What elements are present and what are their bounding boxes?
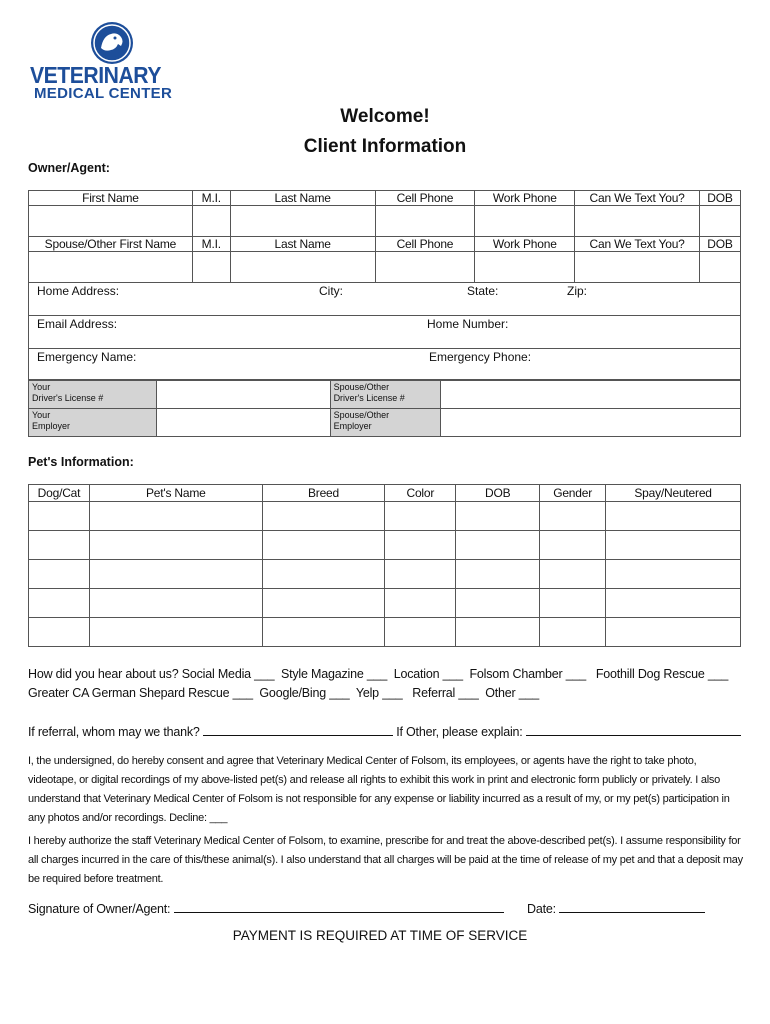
pet-cell[interactable]	[456, 502, 540, 531]
header-spouse-work-phone: Work Phone	[475, 237, 575, 252]
header-cell-phone: Cell Phone	[375, 191, 475, 206]
spouse-last-name-field[interactable]	[230, 252, 375, 283]
pet-cell[interactable]	[29, 618, 90, 647]
spouse-mi-field[interactable]	[192, 252, 230, 283]
header-spay-neutered: Spay/Neutered	[606, 485, 741, 502]
spouse-header-row	[29, 237, 741, 252]
pet-cell[interactable]	[385, 502, 456, 531]
owner-header-row	[29, 191, 741, 206]
dob-field[interactable]	[700, 206, 741, 237]
pet-cell[interactable]	[606, 618, 741, 647]
pet-cell[interactable]	[29, 531, 90, 560]
your-license-label-line2: Driver's License #	[32, 393, 104, 403]
pet-cell[interactable]	[456, 560, 540, 589]
header-spouse-mi: M.I.	[192, 237, 230, 252]
first-name-field[interactable]	[29, 206, 193, 237]
pet-row	[29, 531, 741, 560]
pet-cell[interactable]	[385, 560, 456, 589]
pet-cell[interactable]	[456, 618, 540, 647]
your-employer-field[interactable]	[156, 409, 330, 437]
pet-cell[interactable]	[262, 560, 385, 589]
spouse-license-field[interactable]	[441, 381, 741, 409]
referral-question-line2: Greater CA German Shepard Rescue ___ Google/Bing ___ Yelp ___ Referral ___ Other ___	[28, 686, 540, 700]
pet-cell[interactable]	[385, 589, 456, 618]
header-spouse-dob: DOB	[700, 237, 741, 252]
email-row[interactable]	[29, 316, 740, 349]
spouse-work-phone-field[interactable]	[475, 252, 575, 283]
pet-row	[29, 618, 741, 647]
address-row[interactable]	[29, 283, 740, 316]
pet-cell[interactable]	[262, 531, 385, 560]
mi-field[interactable]	[192, 206, 230, 237]
work-phone-field[interactable]	[475, 206, 575, 237]
pet-cell[interactable]	[89, 618, 262, 647]
referral-thank-row	[28, 724, 741, 739]
pet-cell[interactable]	[540, 618, 606, 647]
pet-section-label: Pet's Information:	[28, 455, 134, 469]
dog-cat-logo-icon	[91, 22, 133, 64]
pet-cell[interactable]	[29, 560, 90, 589]
can-we-text-field[interactable]	[575, 206, 700, 237]
spouse-employer-label-line1: Spouse/Other	[333, 410, 390, 420]
pet-cell[interactable]	[456, 589, 540, 618]
owner-input-row	[29, 206, 741, 237]
your-employer-label-line1: Your	[32, 410, 51, 420]
header-first-name: First Name	[29, 191, 193, 206]
spouse-dob-field[interactable]	[700, 252, 741, 283]
header-spouse-last-name: Last Name	[230, 237, 375, 252]
signature-input[interactable]	[174, 901, 504, 913]
last-name-field[interactable]	[230, 206, 375, 237]
other-explain-label: If Other, please explain:	[396, 725, 523, 739]
your-license-label-line1: Your	[32, 382, 51, 392]
date-label: Date:	[527, 902, 556, 916]
spouse-can-we-text-field[interactable]	[575, 252, 700, 283]
header-pet-name: Pet's Name	[89, 485, 262, 502]
pet-cell[interactable]	[89, 502, 262, 531]
pet-cell[interactable]	[456, 531, 540, 560]
spouse-input-row	[29, 252, 741, 283]
home-number-label: Home Number:	[427, 317, 509, 331]
header-color: Color	[385, 485, 456, 502]
state-label: State:	[467, 284, 499, 298]
emergency-name-label: Emergency Name:	[37, 350, 137, 364]
pet-cell[interactable]	[606, 502, 741, 531]
your-employer-label-line2: Employer	[32, 421, 71, 431]
date-input[interactable]	[559, 901, 705, 913]
owner-table	[28, 190, 741, 283]
pet-cell[interactable]	[29, 502, 90, 531]
other-explain-input[interactable]	[526, 724, 741, 736]
header-gender: Gender	[540, 485, 606, 502]
header-work-phone: Work Phone	[475, 191, 575, 206]
consent-paragraph-photos: I, the undersigned, do hereby consent and agree that Veterinary Medical Center of Folsom, its employees, or agents have the right to take photo, videotape, or digital recordings of my above-listed pet(s) and release all rights to exhibit this work in print and electronic form publicly or privately. I also understand that Veterinary Medical Center of Folsom is not responsible for any expense or liability incurred as a result of my, or my pet(s) participation in any photos and/or recordings. Decline: ___	[28, 755, 730, 824]
signature-row	[28, 901, 504, 916]
date-row	[527, 901, 705, 916]
pet-cell[interactable]	[540, 589, 606, 618]
spouse-cell-phone-field[interactable]	[375, 252, 475, 283]
header-spouse-cell-phone: Cell Phone	[375, 237, 475, 252]
your-license-label	[29, 381, 157, 409]
zip-label: Zip:	[567, 284, 588, 298]
pet-row	[29, 560, 741, 589]
home-address-label: Home Address:	[37, 284, 120, 298]
pet-cell[interactable]	[606, 531, 741, 560]
page-title-client-information: Client Information	[303, 136, 467, 157]
payment-notice: PAYMENT IS REQUIRED AT TIME OF SERVICE	[232, 928, 528, 943]
page-title-welcome: Welcome!	[340, 106, 430, 127]
spouse-employer-label	[330, 409, 441, 437]
header-mi: M.I.	[192, 191, 230, 206]
header-spouse-first-name: Spouse/Other First Name	[29, 237, 193, 252]
pet-table	[28, 484, 741, 647]
header-last-name: Last Name	[230, 191, 375, 206]
emergency-phone-label: Emergency Phone:	[429, 350, 532, 364]
pet-cell[interactable]	[540, 531, 606, 560]
referral-question-line1: How did you hear about us? Social Media ___ Style Magazine ___ Location ___ Folsom Chamber ___ Foothill Dog Rescue ___	[28, 667, 729, 681]
pet-cell[interactable]	[89, 589, 262, 618]
consent-paragraph-treatment: I hereby authorize the staff Veterinary Medical Center of Folsom, to examine, prescribe for and treat the above-described pet(s). I assume responsibility for all charges incurred in the care of this/these animal(s). I also understand that all charges will be paid at the time of release of my pet and that a deposit may be required before treatment.	[28, 835, 743, 885]
your-employer-label	[29, 409, 157, 437]
header-can-we-text: Can We Text You?	[575, 191, 700, 206]
pet-cell[interactable]	[385, 618, 456, 647]
pet-cell[interactable]	[540, 502, 606, 531]
pet-cell[interactable]	[262, 618, 385, 647]
logo-text-medical-center: MEDICAL CENTER	[34, 85, 173, 102]
pet-row	[29, 502, 741, 531]
spouse-first-name-field[interactable]	[29, 252, 193, 283]
header-pet-dob: DOB	[456, 485, 540, 502]
logo-text-veterinary: VETERINARY	[30, 62, 161, 88]
license-employer-table	[28, 380, 741, 437]
pet-cell[interactable]	[89, 531, 262, 560]
your-license-field[interactable]	[156, 381, 330, 409]
header-dog-cat: Dog/Cat	[29, 485, 90, 502]
spouse-license-label	[330, 381, 441, 409]
pet-cell[interactable]	[606, 589, 741, 618]
pet-cell[interactable]	[89, 560, 262, 589]
referral-thank-label: If referral, whom may we thank?	[28, 725, 200, 739]
pet-cell[interactable]	[606, 560, 741, 589]
owner-section-label: Owner/Agent:	[28, 161, 110, 175]
spouse-license-label-line1: Spouse/Other	[333, 382, 390, 392]
header-breed: Breed	[262, 485, 385, 502]
header-dob: DOB	[700, 191, 741, 206]
pet-cell[interactable]	[385, 531, 456, 560]
header-spouse-can-we-text: Can We Text You?	[575, 237, 700, 252]
pet-cell[interactable]	[540, 560, 606, 589]
contact-info-box	[28, 282, 741, 380]
pet-row	[29, 589, 741, 618]
email-address-label: Email Address:	[37, 317, 118, 331]
pet-cell[interactable]	[262, 502, 385, 531]
spouse-employer-label-line2: Employer	[333, 421, 372, 431]
signature-label: Signature of Owner/Agent:	[28, 902, 171, 916]
logo-emblem	[91, 22, 133, 64]
pet-cell[interactable]	[262, 589, 385, 618]
referral-thank-input[interactable]	[203, 724, 393, 736]
spouse-license-label-line2: Driver's License #	[333, 393, 405, 403]
spouse-employer-field[interactable]	[441, 409, 741, 437]
city-label: City:	[319, 284, 343, 298]
emergency-row[interactable]	[29, 349, 740, 381]
cell-phone-field[interactable]	[375, 206, 475, 237]
pet-header-row	[29, 485, 741, 502]
pet-cell[interactable]	[29, 589, 90, 618]
